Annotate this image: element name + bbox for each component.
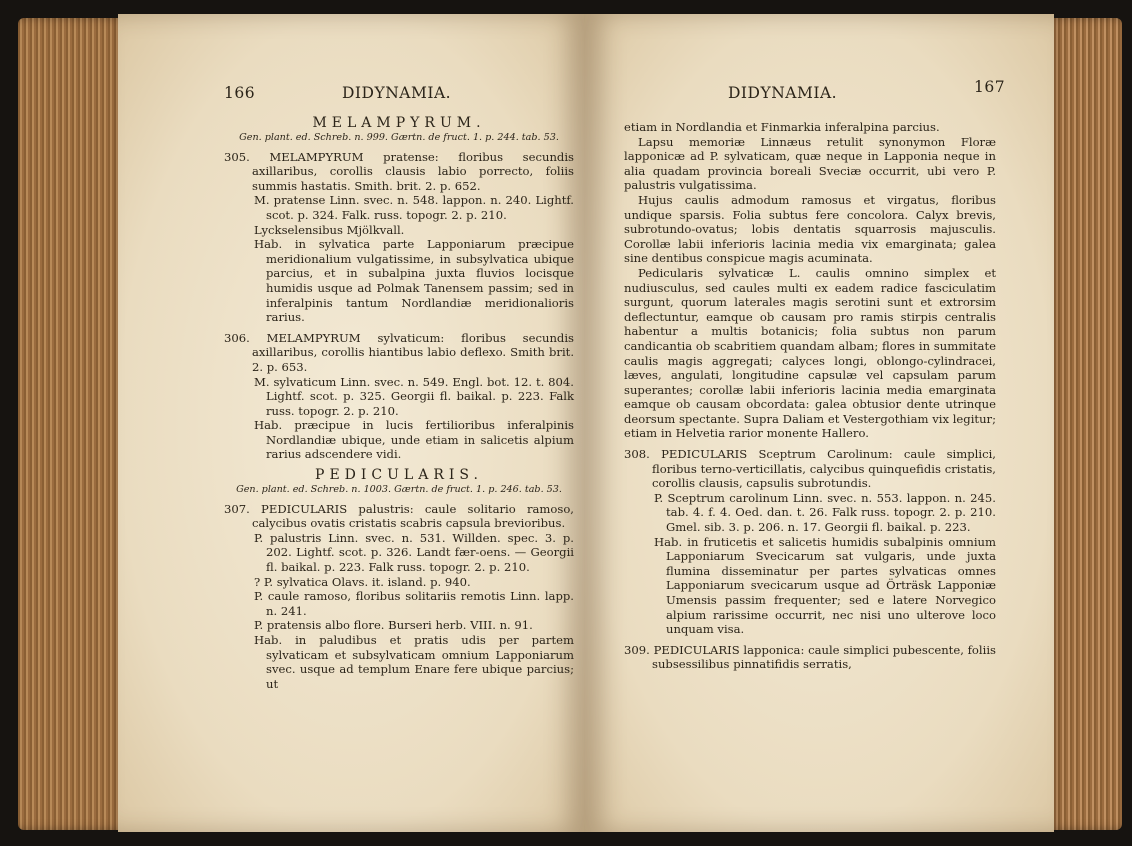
note-sylvatica-comparison: Pedicularis sylvaticæ L. caulis omnino simplex et nudiusculus, sed caules multi ex eadem radice fasciculatim surgunt, quorum laterales magis serotini sunt et extrorsim deflectuntur, eamque ob causam pro ramis stirpis centralis habentur a multis botanicis; folia subtus non parum candicantia ob scabritiem quandam albam; flores in summitate caulis magis aggregati; calyces longi, oblongo-cylindracei, læves, angulati, longitudine capsulæ vel capsulam parum superantes; corollæ labii inferioris lacinia media emarginata eamque ob causam obcordata: galea obtusior dente utrinque deorsum spectante. Supra Daliam et Vestergothiam vix legitur; etiam in Helvetia rarior monente Hallero. [624,265,996,441]
left-page [118,14,586,832]
left-running-title: DIDYNAMIA. [342,84,452,102]
entry-309-diagnosis: 309. PEDICULARIS lapponica: caule simplici pubescente, foliis subsessilibus pinnatifidis serratis, [624,642,996,672]
entry-307-synonyms: P. palustris Linn. svec. n. 531. Willden. spec. 3. p. 202. Lightf. scot. p. 326. Landt fær-oens. — Georgii fl. baikal. p. 223. Falk russ. topogr. 2. p. 210. [254,530,574,575]
right-page [584,14,1054,832]
open-book [18,10,1122,836]
entry-307-burser-synonym: P. pratensis albo flore. Burseri herb. VIII. n. 91. [254,618,533,633]
entry-307-habitat-continued: etiam in Nordlandia et Finmarkia inferalpina parcius. [624,120,940,134]
right-page-edges [1048,18,1122,830]
entry-307-habitat: Hab. in paludibus et pratis udis per partem sylvaticam et subsylvaticam omnium Lapponiarum svec. usque ad templum Enare fere ubique parcius; ut [254,633,574,691]
entry-308-habitat: Hab. in fruticetis et salicetis humidis subalpinis omnium Lapponiarum Svecicarum sat vulgaris, unde juxta flumina disseminatur per partes sylvaticas omnes Lapponiarum svecicarum usque ad Örträsk Lapponiæ Umensis passim frequenter; sed e latere Norvegico alpium rarissime occurrit, nec nisi uno ulterove loco unquam visa. [654,534,996,637]
entry-307-diagnosis: 307. PEDICULARIS palustris: caule solitario ramoso, calycibus ovatis cristatis scabris capsula brevioribus. [224,501,574,531]
left-page-edges [18,18,126,830]
entry-306-habitat: Hab. præcipue in lucis fertilioribus inferalpinis Nordlandiæ ubique, unde etiam in salicetis alpium rarius adscendere vidi. [254,418,574,462]
note-palustris-description: Hujus caulis admodum ramosus et virgatus, floribus undique sparsis. Folia subtus fere concolora. Calyx brevis, subrotundo-ovatus; lobis dentatis squarrosis majusculis. Corollæ labii inferioris lacinia media vix emarginata; galea sine dentibus conspicue magis acuminata. [624,192,996,266]
right-page-number: 167 [974,78,1006,96]
entry-305-habitat: Hab. in sylvatica parte Lapponiarum præcipue meridionalium vulgatissime, in subsylvatica ubique parcius, et in subalpina juxta fluvios locisque humidis usque ad Polmak Tanensem passim; sed in inferalpinis tantum Nordlandiæ meridionalioris rarius. [254,237,574,325]
genus-reference-pedicularis: Gen. plant. ed. Schreb. n. 1003. Gærtn. de fruct. 1. p. 246. tab. 53. [236,483,562,495]
right-page-text [624,120,996,672]
entry-307-linnaeus-synonym: P. caule ramoso, floribus solitariis remotis Linn. lapp. n. 241. [254,589,574,618]
entry-308-synonyms: P. Sceptrum carolinum Linn. svec. n. 553. lappon. n. 245. tab. 4. f. 4. Oed. dan. t. 26. Falk russ. topogr. 2. p. 210. Gmel. sib. 3. p. 206. n. 17. Georgii fl. baikal. p. 223. [654,490,996,535]
entry-308-diagnosis: 308. PEDICULARIS Sceptrum Carolinum: caule simplici, floribus terno-verticillatis, calycibus quinquefidis cristatis, corollis clausis, capsulis subrotundis. [624,447,996,491]
entry-306-synonyms: M. sylvaticum Linn. svec. n. 549. Engl. bot. 12. t. 804. Lightf. scot. p. 325. Georgii fl. baikal. p. 223. Falk russ. topogr. 2. p. 210. [254,374,574,418]
entry-305-diagnosis: 305. MELAMPYRUM pratense: floribus secundis axillaribus, corollis clausis labio porrecto, foliis summis hastatis. Smith. brit. 2. p. 652. [224,149,574,193]
note-linnaeus-error: Lapsu memoriæ Linnæus retulit synonymon Floræ lapponicæ ad P. sylvaticam, quæ neque in Lapponia neque in alia quadam provincia boreali Sveciæ occurrit, ubi vero P. palustris vulgatissima. [624,134,996,193]
entry-306-diagnosis: 306. MELAMPYRUM sylvaticum: floribus secundis axillaribus, corollis hiantibus labio deflexo. Smith brit. 2. p. 653. [224,330,574,374]
right-running-title: DIDYNAMIA. [728,84,838,102]
genus-heading-pedicularis: PEDICULARIS. [315,467,483,484]
left-page-number: 166 [224,84,256,102]
entry-305-vernacular: Lyckselensibus Mjölkvall. [254,222,405,237]
entry-305-synonyms: M. pratense Linn. svec. n. 548. lappon. n. 240. Lightf. scot. p. 324. Falk. russ. topogr. 2. p. 210. [254,193,574,222]
left-page-text [224,116,574,691]
genus-heading-melampyrum: MELAMPYRUM. [312,115,486,131]
genus-reference-melampyrum: Gen. plant. ed. Schreb. n. 999. Gærtn. de fruct. 1. p. 244. tab. 53. [239,131,559,143]
entry-307-doubtful-synonym: ? P. sylvatica Olavs. it. island. p. 940. [254,574,471,589]
